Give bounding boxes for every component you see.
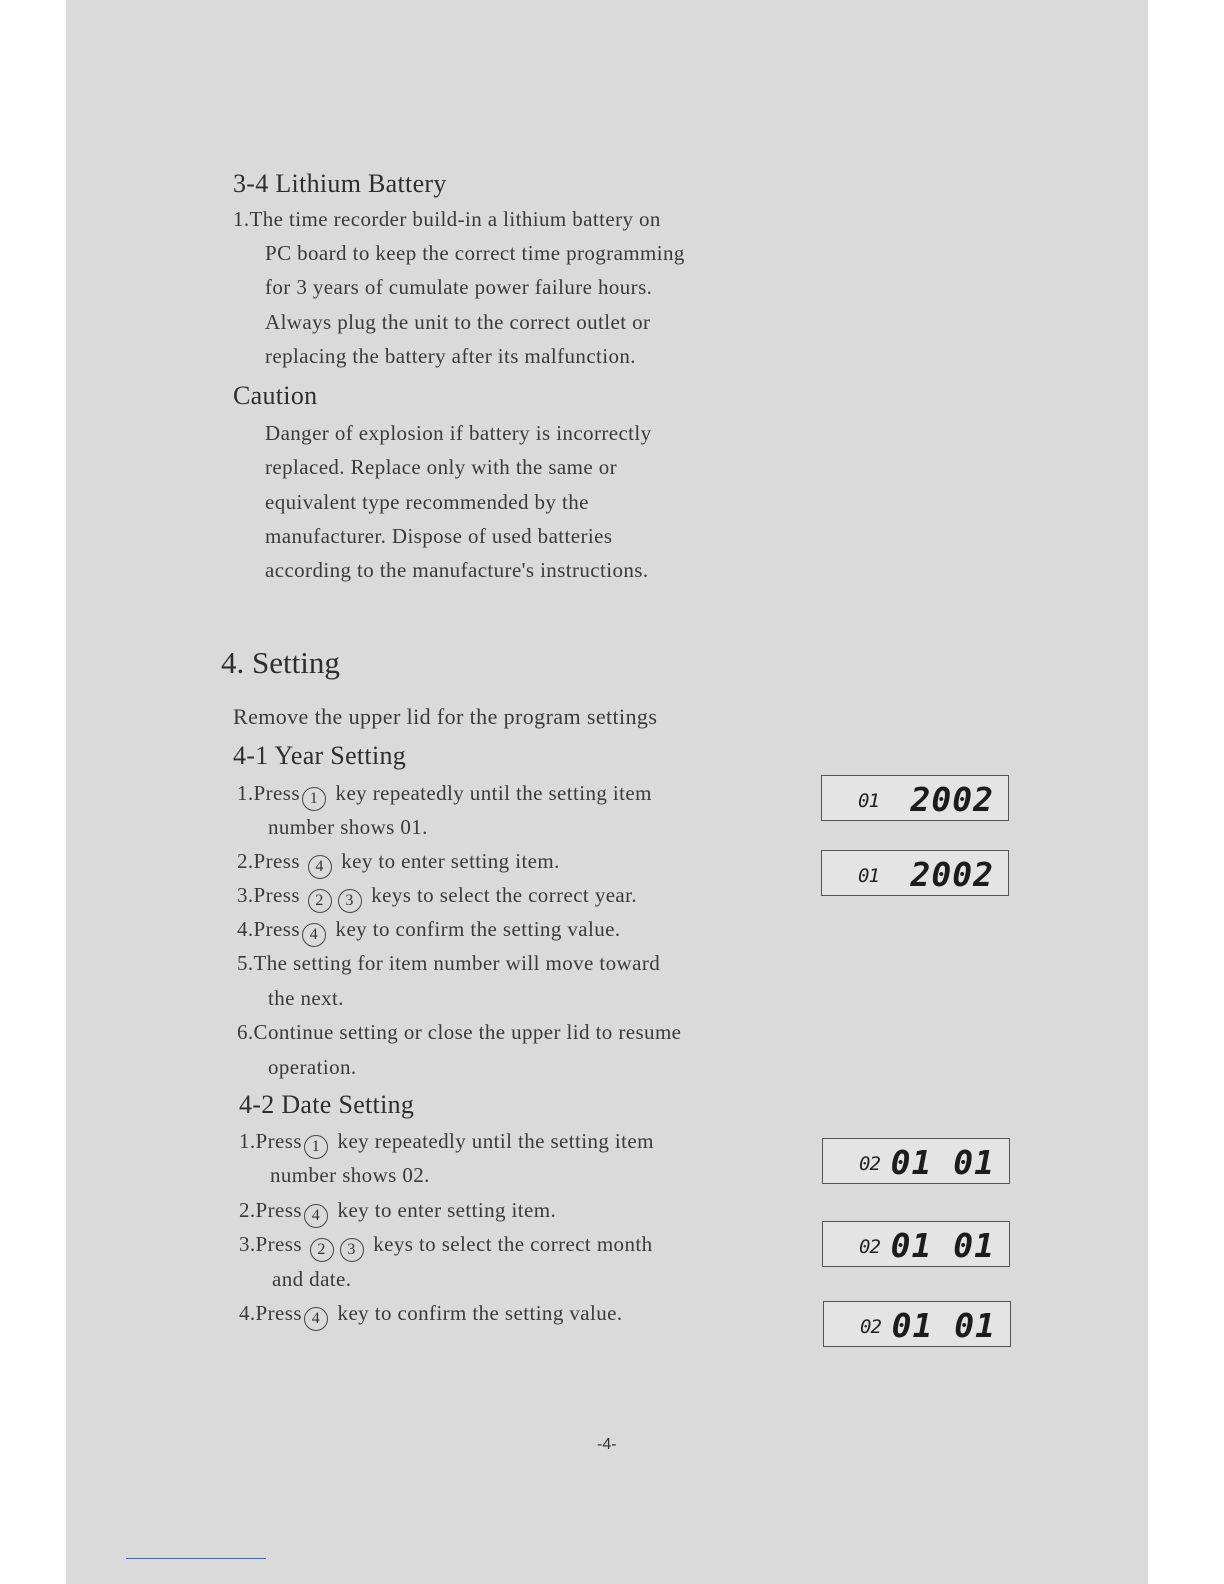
lcd-value: 2002 bbox=[910, 855, 994, 894]
year-step-5-cont: the next. bbox=[268, 986, 344, 1010]
caution-line-1: Danger of explosion if battery is incorrectly bbox=[265, 421, 652, 445]
lcd-display-year-1 bbox=[821, 775, 1009, 821]
battery-line-3: for 3 years of cumulate power failure hours. bbox=[265, 275, 653, 299]
lcd-display-date-1 bbox=[822, 1138, 1010, 1184]
lcd-item-number: 01 bbox=[858, 790, 879, 812]
lcd-item-number: 02 bbox=[860, 1316, 881, 1338]
year-step-1: 1.Press 1 key repeatedly until the setting item bbox=[237, 781, 652, 811]
lcd-value: 2002 bbox=[910, 780, 994, 819]
key-1-icon: 1 bbox=[304, 1135, 328, 1159]
year-step-6-cont: operation. bbox=[268, 1055, 357, 1079]
lcd-value: 01 01 bbox=[890, 1226, 995, 1265]
year-step-5: 5.The setting for item number will move toward bbox=[237, 951, 661, 975]
date-step-1-cont: number shows 02. bbox=[270, 1163, 430, 1187]
year-step-3: 3.Press 2 3 keys to select the correct year. bbox=[237, 883, 637, 913]
date-step-3: 3.Press 2 3 keys to select the correct month bbox=[239, 1232, 653, 1262]
battery-line-5: replacing the battery after its malfunction. bbox=[265, 344, 636, 368]
lcd-display-date-3 bbox=[823, 1301, 1011, 1347]
key-3-icon: 3 bbox=[338, 889, 362, 913]
battery-line-2: PC board to keep the correct time programming bbox=[265, 241, 685, 265]
key-4-icon: 4 bbox=[304, 1204, 328, 1228]
year-step-1-cont: number shows 01. bbox=[268, 815, 428, 839]
date-step-1: 1.Press 1 key repeatedly until the setting item bbox=[239, 1129, 654, 1159]
key-4-icon: 4 bbox=[302, 923, 326, 947]
section-4-title: 4. Setting bbox=[221, 645, 340, 680]
lcd-item-number: 02 bbox=[859, 1236, 880, 1258]
caution-line-5: according to the manufacture's instructions. bbox=[265, 558, 649, 582]
year-step-2: 2.Press 4 key to enter setting item. bbox=[237, 849, 560, 879]
date-step-3-cont: and date. bbox=[272, 1267, 352, 1291]
caution-title: Caution bbox=[233, 381, 318, 410]
year-step-6: 6.Continue setting or close the upper lid to resume bbox=[237, 1020, 682, 1044]
key-2-icon: 2 bbox=[310, 1238, 334, 1262]
key-2-icon: 2 bbox=[308, 889, 332, 913]
year-step-4: 4.Press 4 key to confirm the setting value. bbox=[237, 917, 621, 947]
caution-line-3: equivalent type recommended by the bbox=[265, 490, 589, 514]
lcd-value: 01 01 bbox=[891, 1306, 996, 1345]
lcd-display-year-2 bbox=[821, 850, 1009, 896]
date-step-2: 2.Press 4 key to enter setting item. bbox=[239, 1198, 556, 1228]
key-3-icon: 3 bbox=[340, 1238, 364, 1262]
key-4-icon: 4 bbox=[304, 1307, 328, 1331]
battery-line-4: Always plug the unit to the correct outlet or bbox=[265, 310, 651, 334]
page-number: -4- bbox=[597, 1436, 617, 1453]
date-step-4: 4.Press 4 key to confirm the setting value. bbox=[239, 1301, 623, 1331]
key-4-icon: 4 bbox=[308, 855, 332, 879]
section-4-2-title: 4-2 Date Setting bbox=[239, 1090, 415, 1119]
lcd-display-date-2 bbox=[822, 1221, 1010, 1267]
section-4-intro: Remove the upper lid for the program settings bbox=[233, 704, 658, 729]
lcd-value: 01 01 bbox=[890, 1143, 995, 1182]
lcd-item-number: 02 bbox=[859, 1153, 880, 1175]
lcd-item-number: 01 bbox=[858, 865, 879, 887]
battery-line-1: 1.The time recorder build-in a lithium battery on bbox=[233, 207, 661, 231]
caution-line-4: manufacturer. Dispose of used batteries bbox=[265, 524, 613, 548]
footer-rule bbox=[126, 1558, 266, 1559]
caution-line-2: replaced. Replace only with the same or bbox=[265, 455, 618, 479]
key-1-icon: 1 bbox=[302, 787, 326, 811]
section-4-1-title: 4-1 Year Setting bbox=[233, 741, 407, 770]
section-3-4-title: 3-4 Lithium Battery bbox=[233, 169, 447, 198]
